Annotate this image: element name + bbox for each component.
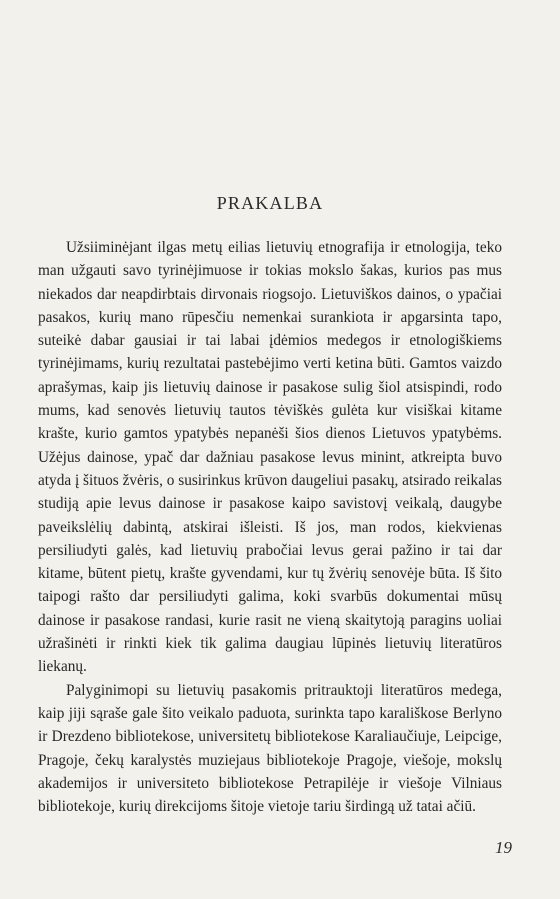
page-number: 19 — [495, 838, 512, 857]
body-text — [38, 236, 502, 818]
paragraph-1: Užsiiminėjant ilgas metų eilias lietuvių etnografija ir etnologija, teko man užgauti savo tyrinėjimuose ir tokias mokslo šakas, kurios pas mus niekados dar neapdirbtais dirvonais riogsojo. Lietuviškos dainos, o ypačiai pasakos, kurių mano rūpesčiu nemenkai surankiota ir apgarsinta tapo, suteikė dabar gausiai ir tai labai įdėmios medegos ir etnologiškiems tyrinėjimams, kurių rezultatai pastebėjimo verti ketina būti. Gamtos vaizdo aprašymas, kaip jis lietuvių dainose ir pasakose sulig šiol atsispindi, rodo mums, kad senovės lietuvių tautos tėviškės gulėta kur visiškai kitame krašte, kurio gamtos ypatybės nepanėši šios dienos Lietuvos ypatybėms. Užėjus dainose, ypač dar dažniau pasakose levus minint, atkreipta buvo atyda į šituos žvėris, o susirinkus krūvon daugeliui pasakų, atsirado reikalas studiją apie levus dainose ir pasakose kaipo savistovį veikalą, daugybe paveikslėlių dabintą, atskirai išleisti. Iš jos, man rodos, kiekvienas persiliudyti galės, kad lietuvių prabočiai levus gerai pažino ir tai dar kitame, būtent pietų, krašte gyvendami, kur tų žvėrių senovėje būta. Iš šito taipogi rašto dar persiliudyti galima, koki svarbūs dokumentai mūsų dainose ir pasakose randasi, kurie rasit ne vieną skaitytoją paragins uoliai užrašinėti ir rinkti kiek tik galima daugiau lūpinės lietuvių literatūros liekanų. — [38, 239, 502, 676]
chapter-title: PRAKALBA — [216, 193, 324, 213]
paragraph-2: Palyginimopi su lietuvių pasakomis pritrauktoji literatūros medega, kaip jiji sąraše gale šito veikalo paduota, surinkta tapo karališkose Berlyno ir Drezdeno bibliotekose, universitetų bibliotekose Karaliaučiuje, Leipcige, Pragoje, čekų karalystės muziejaus bibliotekoje Pragoje, viešoje, mokslų akademijos ir universiteto bibliotekose Petrapilėje ir viešoje Vilniaus bibliotekoje, kurių direkcijoms šitoje vietoje tariu širdingą už tatai ačiū. — [38, 681, 502, 816]
